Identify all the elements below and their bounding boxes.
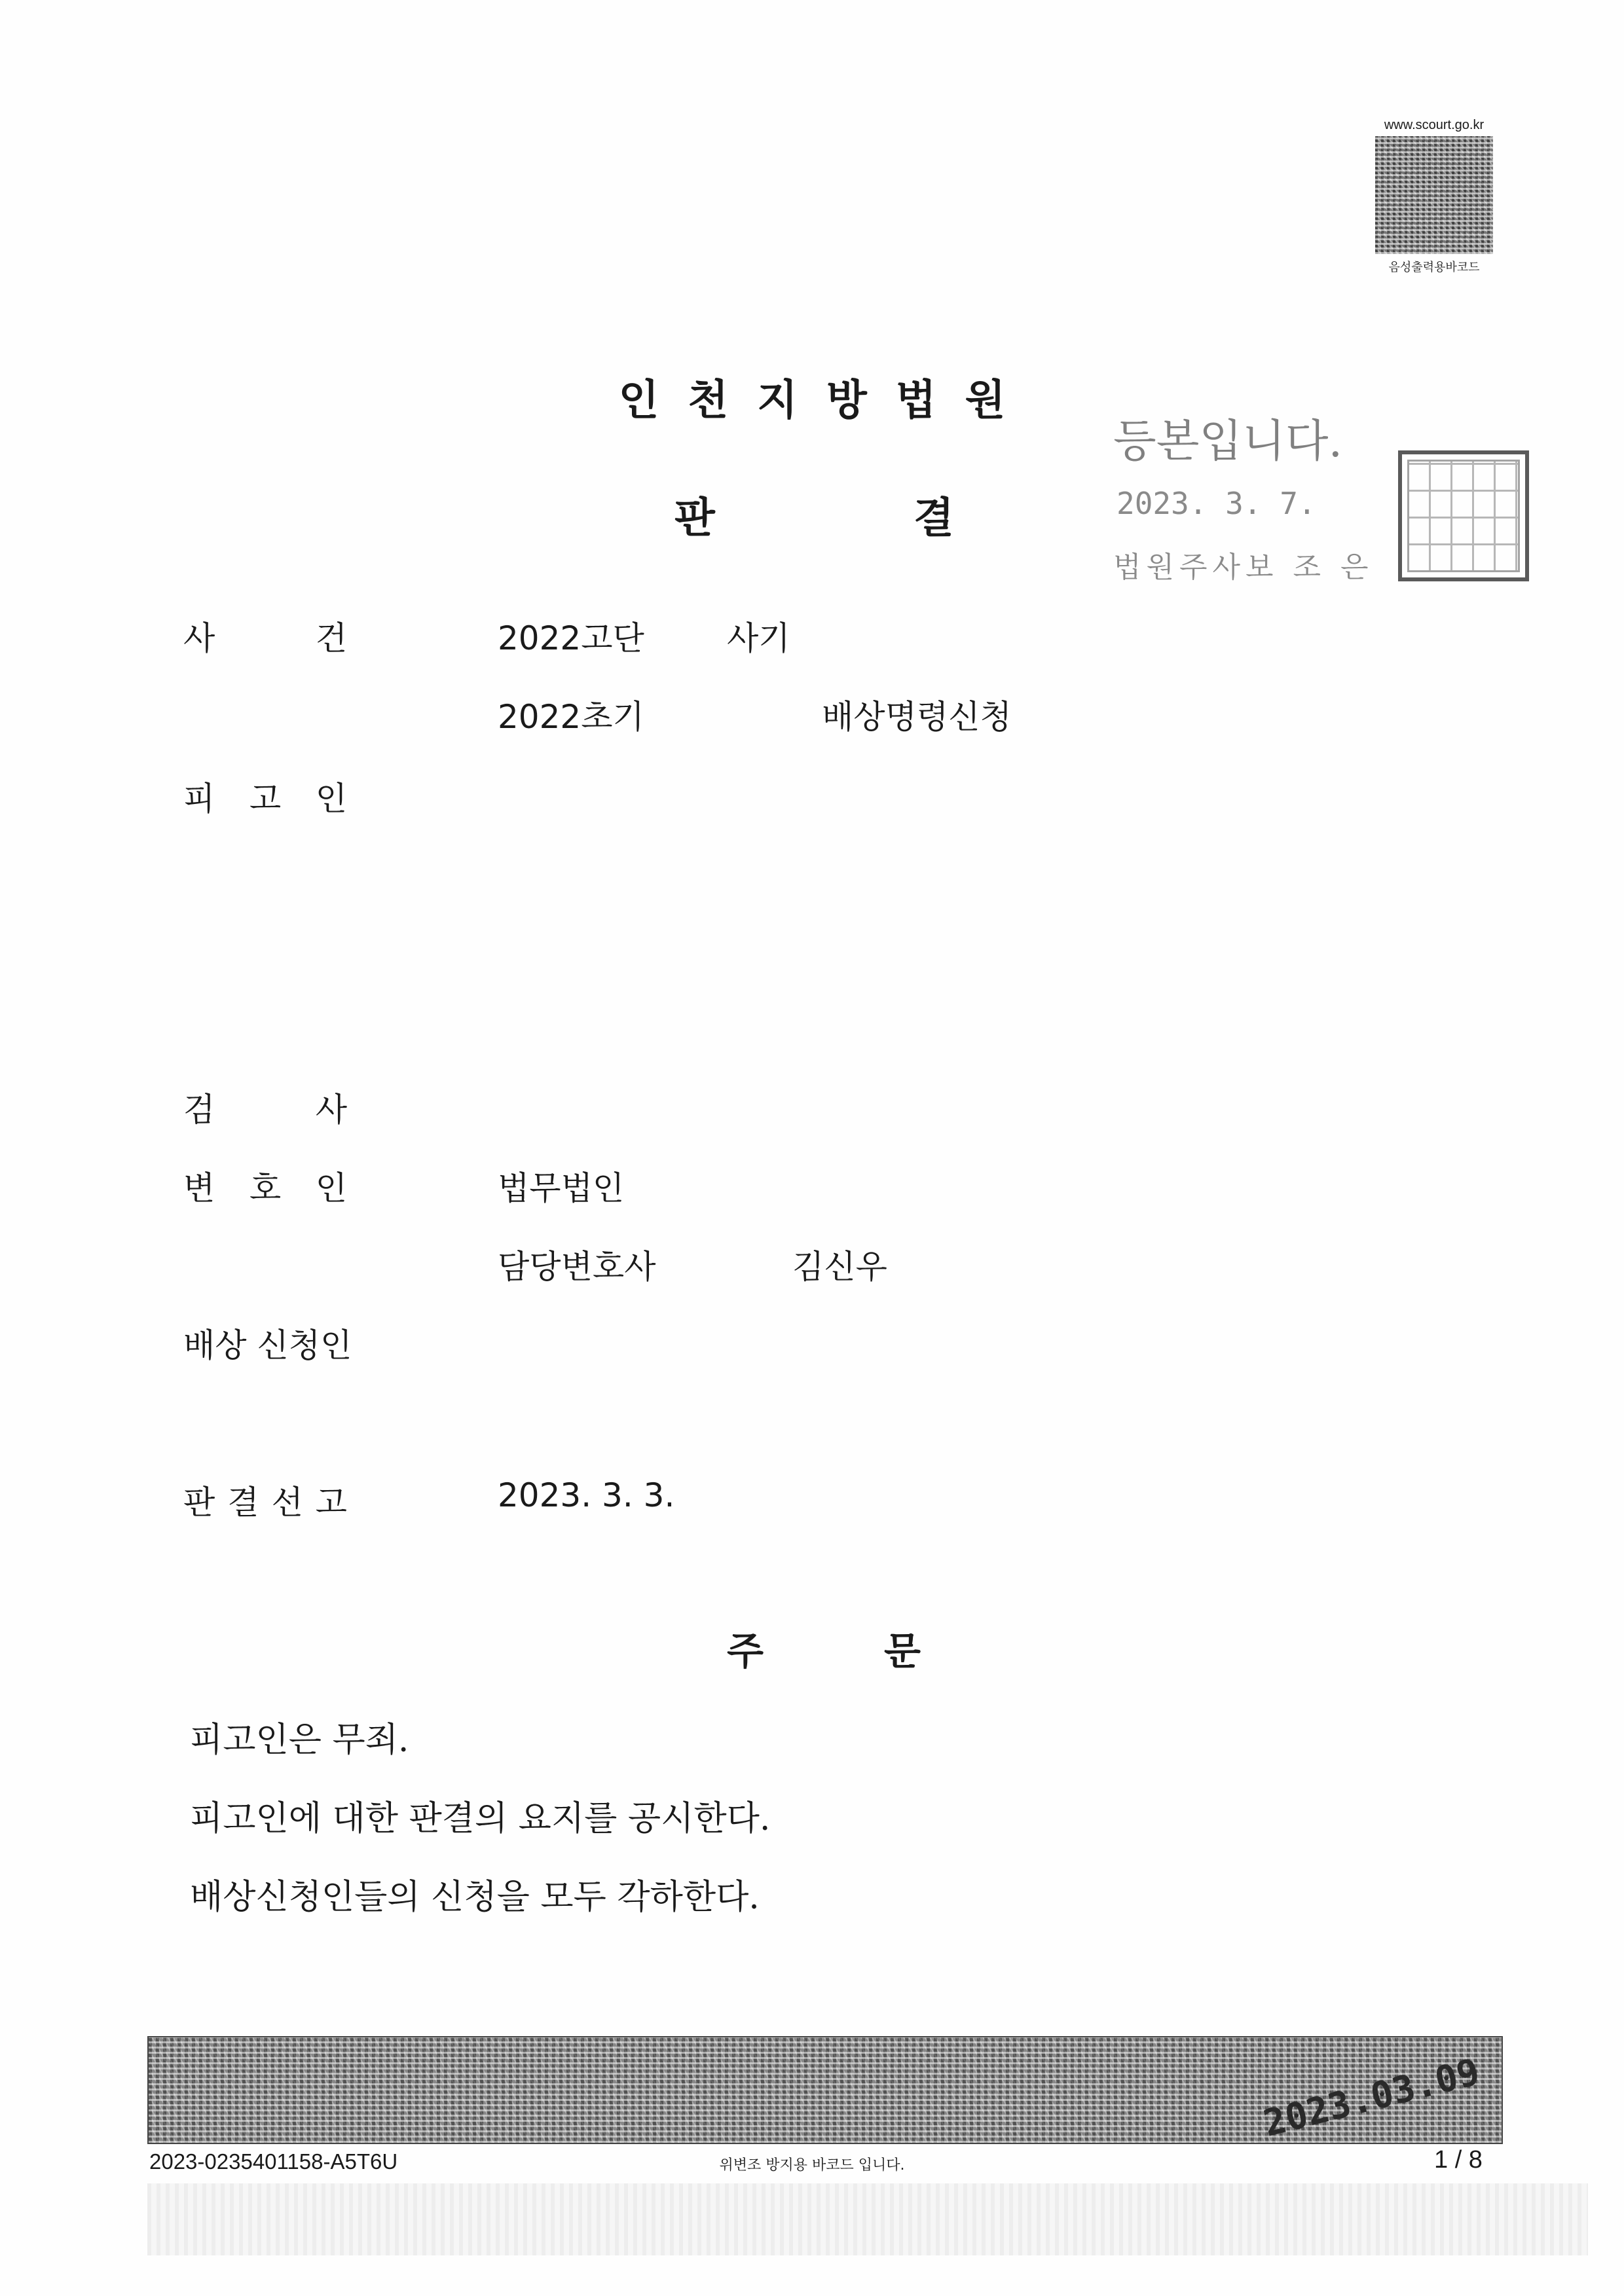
document-id: 2023-0235401158-A5T6U [149,2149,398,2174]
barcode-date-stamp: 2023.03.09 [1259,2050,1484,2145]
case-1-number: 2022고단 [498,619,644,657]
case-2-name: 배상명령신청 [822,698,1012,736]
counsel-label-row [183,1162,347,1209]
judgment-date: 2023. 3. 3. [498,1476,675,1514]
anti-forgery-barcode [147,2036,1503,2144]
court-website-url: www.scourt.go.kr [1384,118,1485,132]
order-line: 배상신청인들의 신청을 모두 각하한다. [190,1878,760,1917]
certified-copy-text: 등본입니다. [1113,416,1343,467]
defendant-label-row [183,773,347,820]
counsel-firm: 법무법인 [498,1169,625,1207]
case-2-number: 2022초기 [498,698,644,736]
order-line: 피고인에 대한 판결의 요지를 공시한다. [190,1799,771,1838]
page-number: 1 / 8 [1434,2146,1483,2174]
case-1-name: 사기 [727,619,790,657]
certified-clerk: 법원주사보 조 은 [1113,551,1374,584]
order-title-char-2: 문 [884,1629,921,1673]
scan-shadow [147,2183,1588,2255]
title-char-2: 결 [913,494,954,543]
case-label: 사 건 [183,619,347,657]
counsel-attorney-label: 담당변호사 [498,1248,656,1286]
defendant-label: 피 고 인 [183,780,347,818]
qr-caption: 음성출력용바코드 [1388,261,1480,274]
court-name: 인천지방법원 [618,376,1035,425]
case-label-row [183,612,347,659]
prosecutor-label: 검 사 [183,1091,347,1129]
certified-date: 2023. 3. 7. [1116,486,1316,521]
prosecutor-label-row [183,1084,347,1131]
qr-code-image [1375,136,1493,254]
order-title-char-1: 주 [727,1629,764,1673]
document-title [674,484,954,545]
judgment-label-row [183,1476,347,1523]
judgment-label: 판 결 선 고 [183,1484,347,1522]
qr-code-block [1362,118,1506,282]
barcode-note: 위변조 방지용 바코드 입니다. [719,2157,905,2174]
order-line: 피고인은 무죄. [190,1721,409,1760]
title-char-1: 판 [674,494,715,543]
applicant-label: 배상 신청인 [183,1326,352,1364]
court-seal-stamp [1398,450,1529,581]
counsel-attorney-name: 김신우 [792,1248,887,1286]
order-section-title [727,1620,921,1675]
counsel-label: 변 호 인 [183,1169,347,1207]
